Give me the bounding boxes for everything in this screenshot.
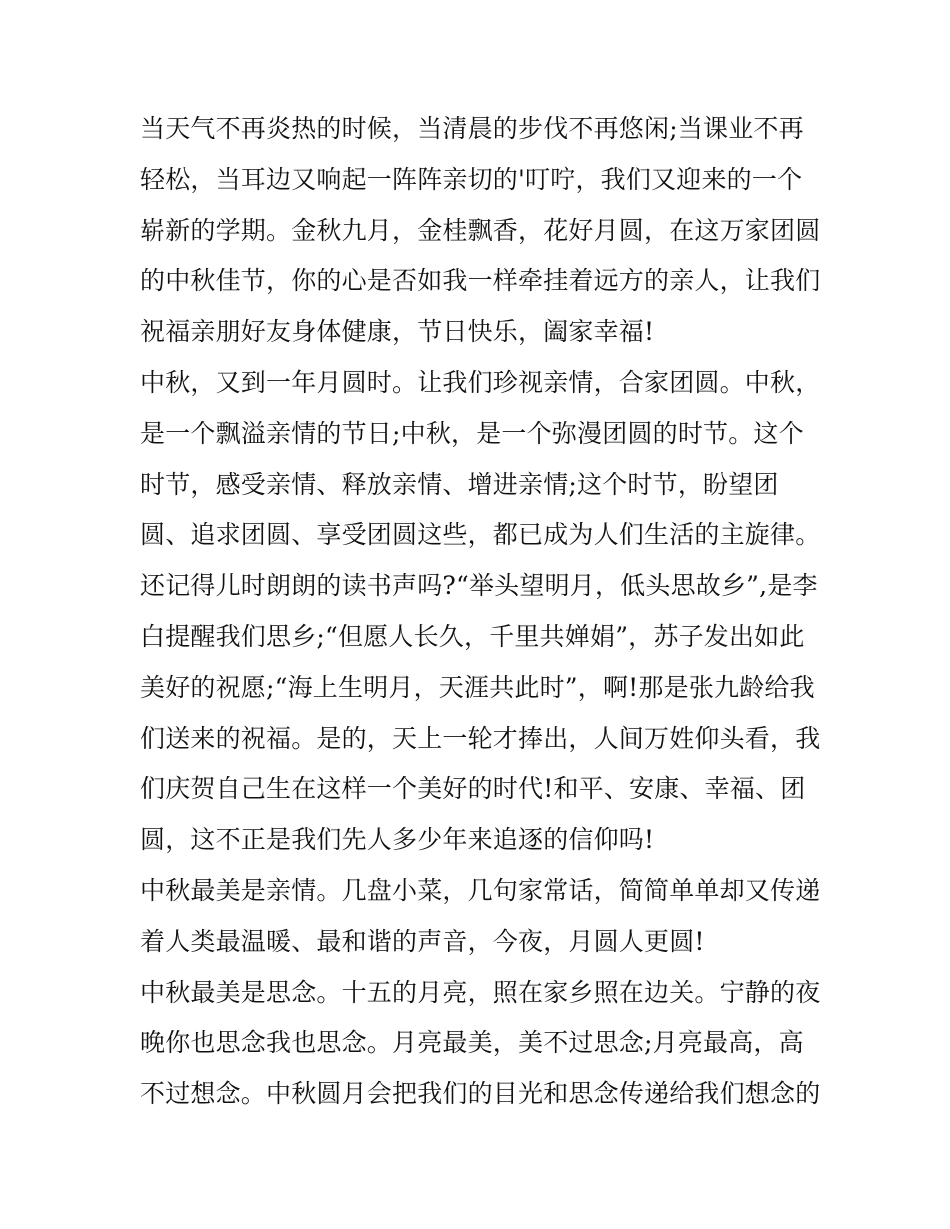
- text-line: 中秋，又到一年月圆时。让我们珍视亲情，合家团圆。中秋，: [140, 367, 821, 397]
- text-line: 崭新的学期。金秋九月，金桂飘香，花好月圆，在这万家团圆: [140, 215, 821, 245]
- text-line: 晚你也思念我也思念。月亮最美，美不过思念;月亮最高，高: [140, 1028, 804, 1058]
- text-line: 时节，感受亲情、释放亲情、增进亲情;这个时节，盼望团: [140, 469, 779, 499]
- text-line: 的中秋佳节，你的心是否如我一样牵挂着远方的亲人，让我们: [140, 266, 821, 296]
- text-line: 着人类最温暖、最和谐的声音，今夜，月圆人更圆!: [140, 926, 705, 956]
- text-line: 轻松，当耳边又响起一阵阵亲切的'叮咛，我们又迎来的一个: [140, 164, 803, 194]
- text-line: 们送来的祝福。是的，天上一轮才捧出，人间万姓仰头看，我: [140, 723, 821, 753]
- document-body: [140, 104, 830, 1120]
- text-line: 不过想念。中秋圆月会把我们的目光和思念传递给我们想念的: [140, 1079, 821, 1109]
- text-line: 圆，这不正是我们先人多少年来追逐的信仰吗!: [140, 825, 655, 855]
- text-line: 中秋最美是亲情。几盘小菜，几句家常话，简简单单却又传递: [140, 875, 821, 905]
- text-line: 还记得儿时朗朗的读书声吗?“举头望明月，低头思故乡”,是李: [140, 571, 818, 601]
- text-line: 是一个飘溢亲情的节日;中秋，是一个弥漫团圆的时节。这个: [140, 418, 804, 448]
- text-line: 中秋最美是思念。十五的月亮，照在家乡照在边关。宁静的夜: [140, 977, 821, 1007]
- text-line: 当天气不再炎热的时候，当清晨的步伐不再悠闲;当课业不再: [140, 114, 804, 143]
- text-line: 圆、追求团圆、享受团圆这些，都已成为人们生活的主旋律。: [140, 520, 821, 550]
- text-line: 美好的祝愿;“海上生明月，天涯共此时”，啊!那是张九龄给我: [140, 672, 815, 702]
- text-line: 白提醒我们思乡;“但愿人长久，千里共婵娟”，苏子发出如此: [140, 621, 805, 651]
- text-line: 祝福亲朋好友身体健康，节日快乐，阖家幸福!: [140, 317, 655, 347]
- text-line: 们庆贺自己生在这样一个美好的时代!和平、安康、幸福、团: [140, 774, 806, 804]
